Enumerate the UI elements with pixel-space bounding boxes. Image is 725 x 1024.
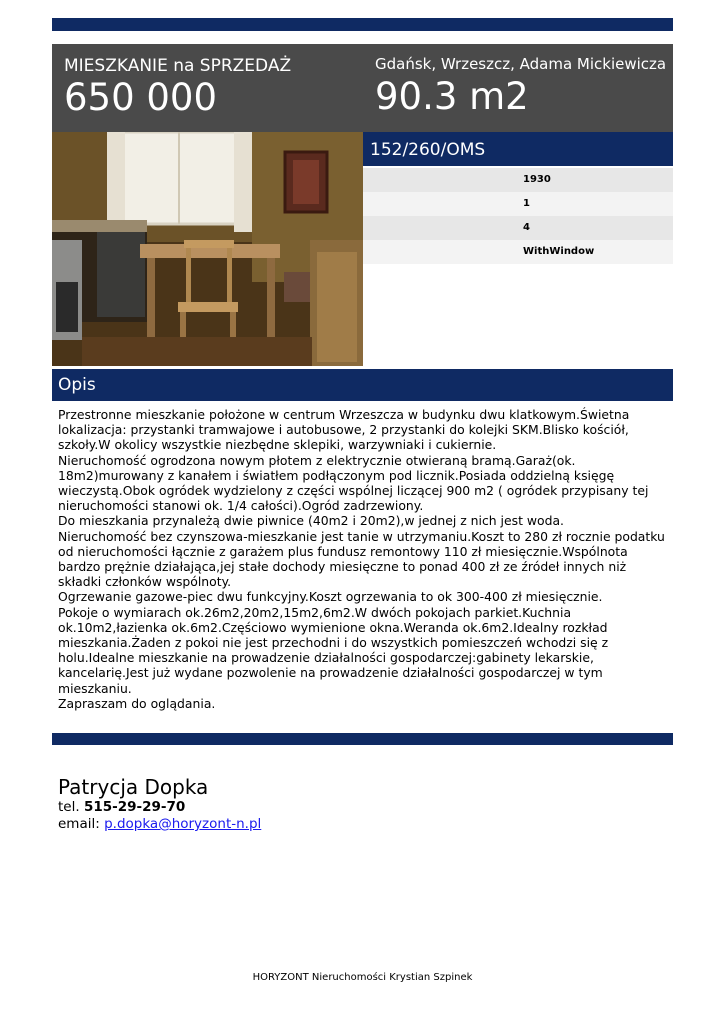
description-body xyxy=(58,407,668,711)
description-paragraph: Zapraszam do oglądania. xyxy=(58,695,216,711)
listing-header xyxy=(52,44,673,132)
fact-kitchen: WithWindow xyxy=(523,246,595,257)
area: 90.3 m2 xyxy=(375,75,529,118)
email-link[interactable]: p.dopka@horyzont-n.pl xyxy=(104,816,262,832)
agent-email xyxy=(58,816,261,832)
footer-company: HORYZONT Nieruchomości Krystian Szpinek xyxy=(252,972,473,983)
property-photo xyxy=(52,132,363,366)
reference-number: 152/260/OMS xyxy=(370,140,486,160)
description-title: Opis xyxy=(58,375,96,395)
email-label: email: xyxy=(58,816,100,832)
top-divider-bar xyxy=(52,18,673,31)
fact-row xyxy=(363,216,673,240)
bottom-divider-bar xyxy=(52,733,673,745)
phone-number: 515-29-29-70 xyxy=(83,799,186,815)
location: Gdańsk, Wrzeszcz, Adama Mickiewicza xyxy=(375,55,667,73)
agent-name: Patrycja Dopka xyxy=(58,775,209,799)
offer-type: MIESZKANIE na SPRZEDAŻ xyxy=(64,56,292,76)
description-paragraph: Pokoje o wymiarach ok.26m2,20m2,15m2,6m2.W dwóch pokojach parkiet.Kuchnia ok.10m2,łazienka ok.6m2.Częściowo wymienione okna.Weranda ok.6m2.Idealny rozkład mieszkania.Żaden z pokoi nie jest przechodni i do wszystkich pomieszczeń wchodzi się z holu.Idealne mieszkanie na prowadzenie działalności gospodarczej:gabinety lekarskie, kancelarię.Jest już wydane pozwolenie na prowadzenie działalności gospodarczej w tym mieszkaniu. xyxy=(58,604,609,696)
fact-row xyxy=(363,168,673,192)
price: 650 000 xyxy=(64,76,218,119)
reference-bar xyxy=(363,132,673,166)
description-paragraph: Przestronne mieszkanie położone w centrum Wrzeszcza w budynku dwu klatkowym.Świetna lokalizacja: przystanki tramwajowe i autobusowe, 2 przystanki do kolejki SKM.Blisko kościół, szkoły.W okolicy wszystkie niezbędne sklepiki, warzywniaki i cukiernie. xyxy=(58,407,630,453)
phone-label: tel. xyxy=(58,799,80,815)
fact-row xyxy=(363,192,673,216)
fact-year-built: 1930 xyxy=(523,174,551,185)
fact-rooms: 4 xyxy=(523,222,530,233)
description-paragraph: Ogrzewanie gazowe-piec dwu funkcyjny.Koszt ogrzewania to ok 300-400 zł miesięcznie. xyxy=(58,589,603,605)
fact-row xyxy=(363,240,673,264)
description-paragraph: Do mieszkania przynależą dwie piwnice (40m2 i 20m2),w jednej z nich jest woda. xyxy=(58,513,564,529)
fact-floor: 1 xyxy=(523,198,530,209)
property-facts xyxy=(363,168,673,264)
description-header xyxy=(52,369,673,401)
description-paragraph: Nieruchomość ogrodzona nowym płotem z elektrycznie otwieraną bramą.Garaż(ok. 18m2)murowany z kanałem i światłem podłączonym pod licznik.Posiada oddzielną księgę wieczystą.Obok ogródek wydzielony z części wspólnej liczącej 900 m2 ( ogródek przypisany tej nieruchomości stanowi ok. 1/4 całości).Ogród zadrzewiony. xyxy=(58,452,649,514)
description-paragraph: Nieruchomość bez czynszowa-mieszkanie jest tanie w utrzymaniu.Koszt to 280 zł rocznie podatku od nieruchomości łącznie z garażem plus fundusz remontowy 110 zł miesięcznie.Wspólnota bardzo prężnie działająca,jej stałe dochody miesięczne to ponad 400 zł ze źródeł innych niż składki członków wspólnoty. xyxy=(58,528,665,590)
agent-phone xyxy=(58,799,185,815)
